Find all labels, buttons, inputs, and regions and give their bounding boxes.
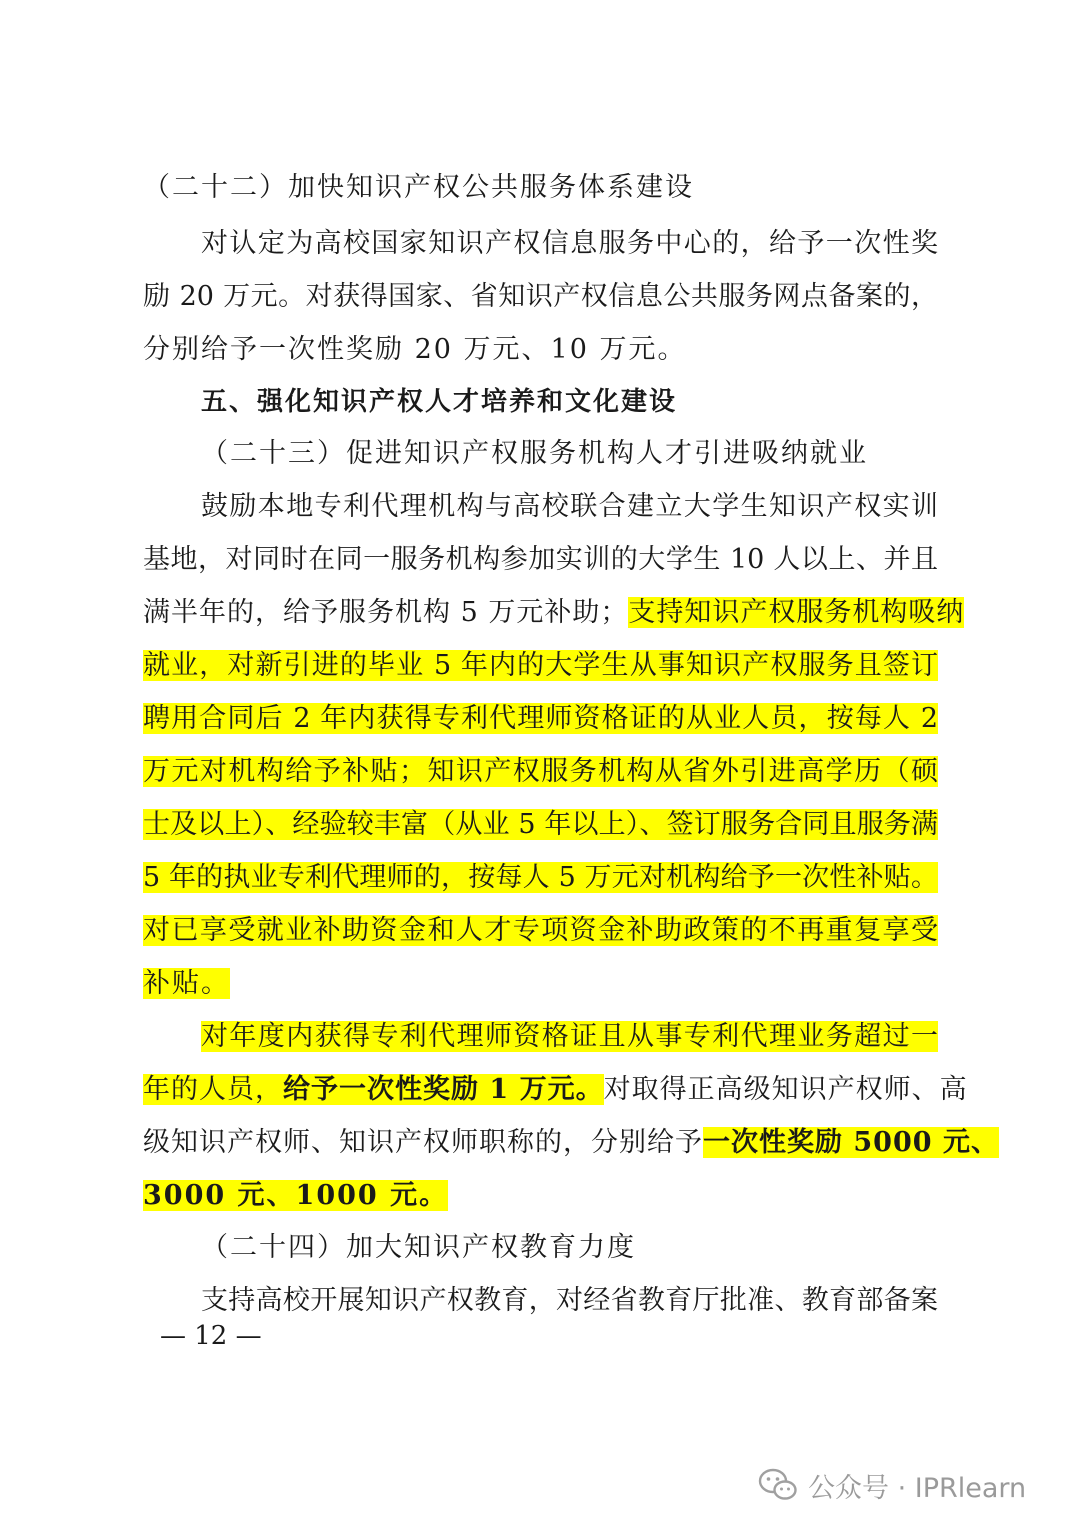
paragraph-23-line-2: 基地，对同时在同一服务机构参加实训的大学生 10 人以上、并且 — [143, 544, 938, 575]
paragraph-23-line-4 — [143, 646, 938, 686]
paragraph-22-line-3: 分别给予一次性奖励 20 万元、10 万元。 — [143, 334, 687, 365]
paragraph-24-line-2-plain: 对取得正高级知识产权师、高 — [603, 1074, 968, 1105]
highlight-bold-reward-1w: 给予一次性奖励 1 万元。 — [283, 1074, 604, 1105]
paragraph-24-line-4 — [143, 1176, 938, 1216]
page-number: — 12 — — [160, 1321, 262, 1351]
highlight-line-10: 补贴。 — [143, 968, 230, 999]
paragraph-23-line-8 — [143, 858, 938, 898]
paragraph-23-line-1: 鼓励本地专利代理机构与高校联合建立大学生知识产权实训 — [201, 491, 938, 522]
highlight-line-7: 士及以上）、经验较丰富（从业 5 年以上）、签订服务合同且服务满 — [143, 809, 938, 840]
section-23-heading: （二十三）促进知识产权服务机构人才引进吸纳就业 — [201, 438, 868, 469]
paragraph-25-line-1: 支持高校开展知识产权教育，对经省教育厅批准、教育部备案 — [201, 1285, 938, 1316]
highlight-p24-line-2a: 年的人员， — [143, 1074, 283, 1105]
section-24-heading: （二十四）加大知识产权教育力度 — [201, 1232, 636, 1263]
highlight-support-absorb: 支持知识产权服务机构吸纳 — [628, 597, 965, 628]
highlight-line-9: 对已享受就业补助资金和人才专项资金补助政策的不再重复享受 — [143, 915, 938, 946]
paragraph-23-line-7 — [143, 805, 938, 845]
highlight-line-5: 聘用合同后 2 年内获得专利代理师资格证的从业人员，按每人 2 — [143, 703, 938, 734]
wechat-icon — [758, 1468, 798, 1502]
highlight-bold-reward-3000-1000: 3000 元、1000 元。 — [143, 1180, 449, 1211]
paragraph-23-line-3 — [143, 593, 965, 633]
watermark — [758, 1460, 1026, 1510]
highlight-line-6: 万元对机构给予补贴；知识产权服务机构从省外引进高学历（硕 — [143, 756, 938, 787]
paragraph-24-line-3-plain: 级知识产权师、知识产权师职称的，分别给予 — [143, 1127, 703, 1158]
paragraph-24-line-1 — [201, 1017, 938, 1057]
paragraph-24-line-2 — [143, 1070, 968, 1110]
paragraph-23-line-10 — [143, 964, 938, 1004]
paragraph-23-line-9 — [143, 911, 938, 951]
paragraph-23-line-3-plain: 满半年的，给予服务机构 5 万元补助； — [143, 597, 629, 628]
section-22-heading: （二十二）加快知识产权公共服务体系建设 — [143, 172, 694, 203]
highlight-bold-reward-5000: 一次性奖励 5000 元、 — [703, 1127, 999, 1158]
paragraph-22-line-2: 励 20 万元。对获得国家、省知识产权信息公共服务网点备案的， — [143, 281, 938, 312]
paragraph-23-line-6 — [143, 752, 938, 792]
paragraph-22-line-1: 对认定为高校国家知识产权信息服务中心的，给予一次性奖 — [201, 228, 938, 259]
paragraph-24-line-3 — [143, 1123, 999, 1163]
paragraph-23-line-5 — [143, 699, 938, 739]
highlight-line-4: 就业，对新引进的毕业 5 年内的大学生从事知识产权服务且签订 — [143, 650, 938, 681]
watermark-text: 公众号 · IPRlearn — [808, 1472, 1027, 1504]
highlight-p24-line-1: 对年度内获得专利代理师资格证且从事专利代理业务超过一 — [201, 1021, 938, 1052]
highlight-line-8: 5 年的执业专利代理师的，按每人 5 万元对机构给予一次性补贴。 — [143, 862, 938, 893]
part-5-heading: 五、强化知识产权人才培养和文化建设 — [201, 387, 678, 417]
